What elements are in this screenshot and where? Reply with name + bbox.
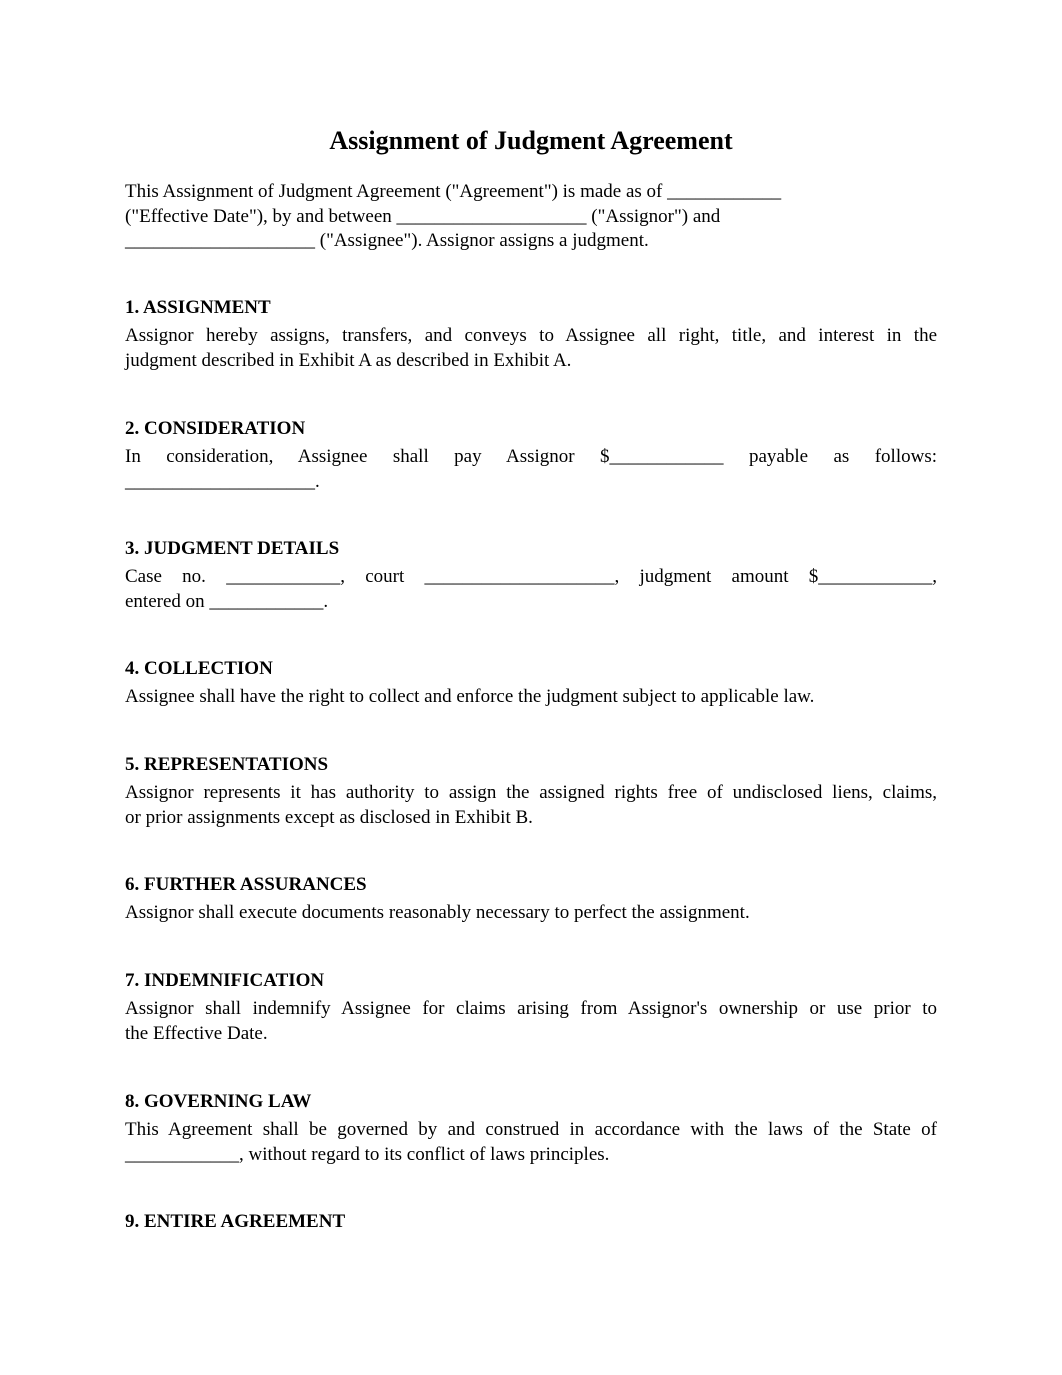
section-body [125,997,937,1046]
intro-line: ("Effective Date"), by and between ____________________ ("Assignor") and [125,205,721,227]
section-entire-agreement [125,1210,937,1238]
section-line: Assignor shall indemnify Assignee for claims arising from Assignor's ownership or use prior to [125,998,937,1019]
section-heading: 9. ENTIRE AGREEMENT [125,1211,346,1232]
section-line: ____________________. [125,470,320,492]
section-line: ____________, without regard to its conflict of laws principles. [125,1143,610,1165]
section-body [125,324,937,373]
document-title: Assignment of Judgment Agreement [329,126,733,155]
section-heading: 4. COLLECTION [125,658,273,679]
section-heading: 7. INDEMNIFICATION [125,970,325,991]
section-body [125,565,937,614]
intro-line: ____________________ ("Assignee"). Assignor assigns a judgment. [125,230,649,251]
section-heading: 1. ASSIGNMENT [125,297,271,318]
section-line: This Agreement shall be governed by and construed in accordance with the laws of the State of [125,1119,937,1140]
section-body [125,685,937,710]
section-line: judgment described in Exhibit A as described in Exhibit A. [125,349,572,371]
section-collection [125,657,937,710]
intro-paragraph [125,180,937,254]
section-body [125,1118,937,1167]
section-assignment [125,296,937,373]
section-line: Case no. ____________, court ____________________, judgment amount $____________, [125,566,937,587]
section-body [125,901,937,926]
section-line: Assignor shall execute documents reasonably necessary to perfect the assignment. [125,902,750,923]
section-line: or prior assignments except as disclosed in Exhibit B. [125,806,533,828]
section-heading: 2. CONSIDERATION [125,418,306,439]
intro-line: This Assignment of Judgment Agreement ("Agreement") is made as of ____________ [125,181,782,202]
section-consideration [125,417,937,494]
section-judgment-details [125,537,937,614]
section-line: Assignor hereby assigns, transfers, and conveys to Assignee all right, title, and interest in the [125,325,937,346]
section-representations [125,753,937,830]
section-heading: 6. FURTHER ASSURANCES [125,874,367,895]
section-governing-law [125,1090,937,1167]
section-further-assurances [125,873,937,926]
section-line: Assignee shall have the right to collect and enforce the judgment subject to applicable law. [125,686,815,707]
section-indemnification [125,969,937,1046]
section-line: Assignor represents it has authority to assign the assigned rights free of undisclosed liens, claims, [125,782,937,803]
section-line: In consideration, Assignee shall pay Assignor $____________ payable as follows: [125,446,937,467]
section-heading: 3. JUDGMENT DETAILS [125,538,340,559]
section-body [125,781,937,830]
section-body [125,445,937,494]
section-line: the Effective Date. [125,1022,268,1044]
section-heading: 8. GOVERNING LAW [125,1091,312,1112]
section-heading: 5. REPRESENTATIONS [125,754,329,775]
section-line: entered on ____________. [125,590,329,612]
